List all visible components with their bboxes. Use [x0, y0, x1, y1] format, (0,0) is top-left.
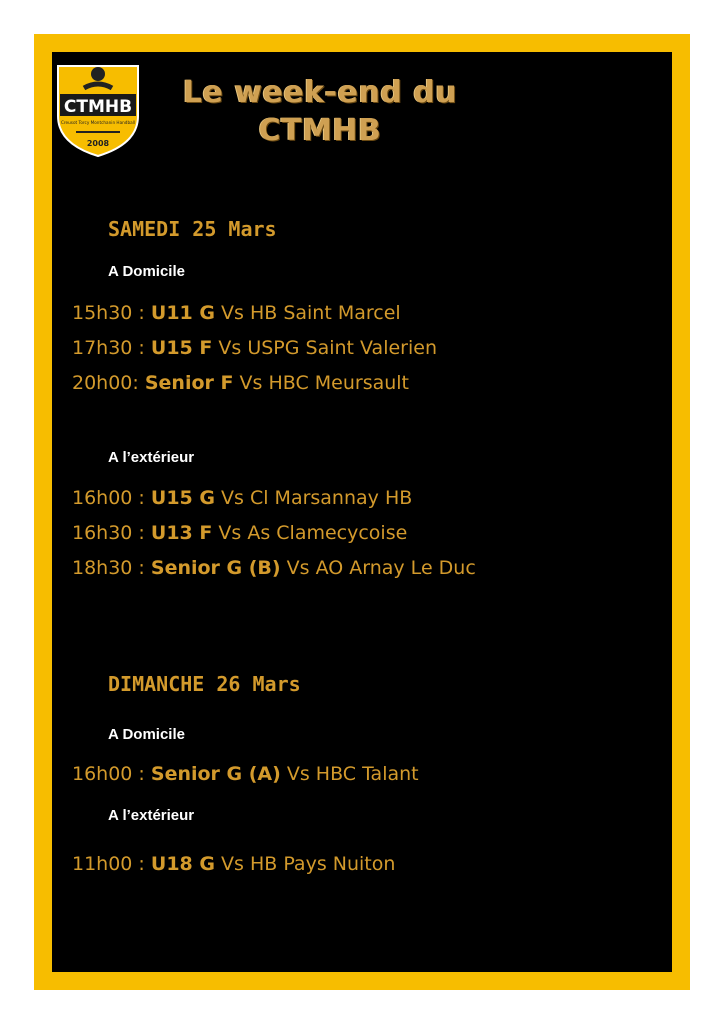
match-text: 11h00 : — [72, 853, 151, 875]
match-text: 16h30 : — [72, 522, 151, 544]
match-row — [72, 557, 476, 579]
team-name: Senior G (A) — [150, 763, 281, 785]
logo-subtitle: Creusot Torcy Montchanin Handball — [60, 120, 136, 125]
section-label: A l’extérieur — [108, 449, 195, 466]
match-text: 16h00 : — [72, 487, 151, 509]
team-name: U15 F — [150, 337, 213, 359]
section-label: A l’extérieur — [108, 807, 195, 824]
team-name: Senior F — [144, 372, 234, 394]
title-line-1: Le week-end du — [182, 75, 458, 110]
match-row — [72, 302, 401, 324]
match-text: 17h30 : — [72, 337, 151, 359]
match-row — [72, 487, 412, 509]
title-line-2: CTMHB — [258, 113, 382, 148]
match-text: Vs HBC Meursault — [233, 372, 410, 394]
ctmhb-logo — [54, 58, 142, 158]
logo-wordmark: CTMHB — [63, 97, 133, 117]
page-title — [160, 74, 480, 150]
match-row — [72, 522, 407, 544]
match-row — [72, 372, 409, 394]
team-name: U15 G — [150, 487, 215, 509]
match-text: Vs HB Saint Marcel — [214, 302, 401, 324]
section-label: A Domicile — [108, 726, 185, 743]
logo-year: 2008 — [86, 139, 110, 148]
match-text: 16h00 : — [72, 763, 151, 785]
team-name: Senior G (B) — [150, 557, 281, 579]
match-text: 15h30 : — [72, 302, 151, 324]
day-heading-samedi: SAMEDI 25 Mars — [108, 217, 277, 241]
black-board — [52, 52, 672, 972]
day-heading-dimanche: DIMANCHE 26 Mars — [108, 672, 301, 696]
match-row — [72, 853, 395, 875]
team-name: U18 G — [150, 853, 215, 875]
team-name: U13 F — [150, 522, 213, 544]
match-text: 20h00: — [72, 372, 145, 394]
match-row — [72, 337, 437, 359]
match-text: Vs Cl Marsannay HB — [214, 487, 413, 509]
match-text: Vs USPG Saint Valerien — [212, 337, 437, 359]
match-text: 18h30 : — [72, 557, 151, 579]
section-label: A Domicile — [108, 263, 185, 280]
match-text: Vs AO Arnay Le Duc — [280, 557, 476, 579]
match-text: Vs HBC Talant — [280, 763, 419, 785]
match-text: Vs As Clamecycoise — [212, 522, 408, 544]
match-text: Vs HB Pays Nuiton — [214, 853, 396, 875]
match-row — [72, 763, 419, 785]
team-name: U11 G — [150, 302, 215, 324]
